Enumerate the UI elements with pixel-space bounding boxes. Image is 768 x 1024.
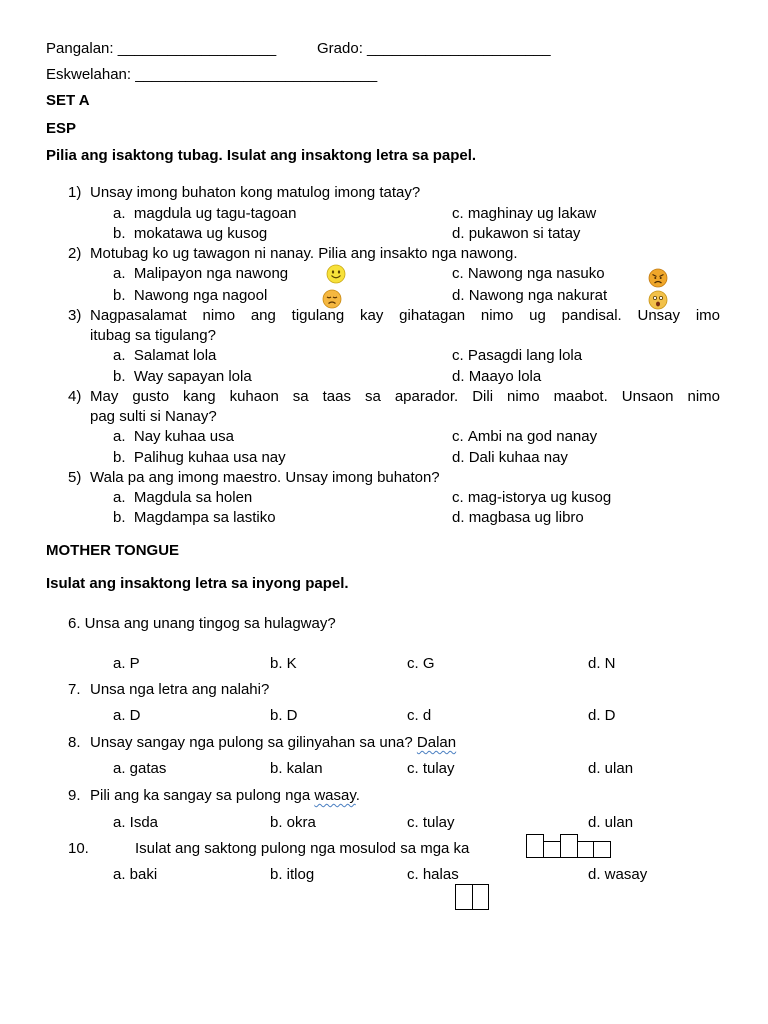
choice-d: d. ulan <box>588 814 634 831</box>
grade-field <box>317 40 551 58</box>
question-number: 1) <box>68 184 82 201</box>
mother-tongue-instruction: Isulat ang insaktong letra sa inyong papel. <box>46 575 349 592</box>
question-number: 5) <box>68 469 82 486</box>
choice-b: b. Nawong nga nagool <box>113 287 268 304</box>
choice-a: a. Salamat lola <box>113 347 217 364</box>
name-label: Pangalan: <box>46 40 114 57</box>
choice-d: d. magbasa ug libro <box>452 509 584 526</box>
choice-c: c. Ambi na god nanay <box>452 428 598 445</box>
angry-face-icon <box>648 268 668 288</box>
choice-c: c. tulay <box>407 814 455 831</box>
school-blank: _____________________________ <box>135 66 378 83</box>
question-text: Isulat ang saktong pulong nga mosulod sa mga ka <box>135 840 470 857</box>
question-number: 10. <box>68 840 89 857</box>
mother-tongue-heading: MOTHER TONGUE <box>46 542 180 559</box>
choice-d: d. D <box>588 707 616 724</box>
choice-a: a. Isda <box>113 814 159 831</box>
key-word: Dalan <box>416 734 457 751</box>
question-text-continued: pag sulti si Nanay? <box>90 408 217 425</box>
choice-b: b. kalan <box>270 760 323 777</box>
choice-c: c. Nawong nga nasuko <box>452 265 605 282</box>
question-number: 9. <box>68 787 81 804</box>
choice-a: a. P <box>113 655 140 672</box>
question-text: 6. Unsa ang unang tingog sa hulagway? <box>68 615 336 632</box>
choice-a: a. gatas <box>113 760 167 777</box>
smiling-face-icon <box>326 264 346 284</box>
question-number: 3) <box>68 307 82 324</box>
sad-face-icon <box>322 289 342 309</box>
question-text: Nagpasalamat nimo ang tigulang kay gihatagan nimo ug pandisal. Unsay imo <box>90 307 720 324</box>
question-number: 4) <box>68 388 82 405</box>
question-number: 2) <box>68 245 82 262</box>
choice-c: c. Pasagdi lang lola <box>452 347 583 364</box>
esp-heading: ESP <box>46 120 77 137</box>
question-text: Unsay imong buhaton kong matulog imong tatay? <box>90 184 421 201</box>
grade-label: Grado: <box>317 40 363 57</box>
choice-c: c. tulay <box>407 760 455 777</box>
choice-b: b. mokatawa ug kusog <box>113 225 268 242</box>
choice-d: d. Nawong nga nakurat <box>452 287 608 304</box>
choice-a: a. baki <box>113 866 158 883</box>
choice-a: a. magdula ug tagu-tagoan <box>113 205 297 222</box>
choice-d: d. N <box>588 655 616 672</box>
choice-b: b. okra <box>270 814 316 831</box>
choice-a: a. D <box>113 707 141 724</box>
choice-c: c. mag-istorya ug kusog <box>452 489 612 506</box>
esp-instruction: Pilia ang isaktong tubag. Isulat ang insaktong letra sa papel. <box>46 147 477 164</box>
choice-a: a. Magdula sa holen <box>113 489 253 506</box>
choice-d: d. pukawon si tatay <box>452 225 581 242</box>
question-text: Unsa nga letra ang nalahi? <box>90 681 270 698</box>
question-text: Wala pa ang imong maestro. Unsay imong buhaton? <box>90 469 440 486</box>
set-title: SET A <box>46 92 90 109</box>
choice-a: a. Nay kuhaa usa <box>113 428 234 445</box>
choice-b: b. Magdampa sa lastiko <box>113 509 276 526</box>
question-text: Motubag ko ug tawagon ni nanay. Pilia ang insakto nga nawong. <box>90 245 518 262</box>
choice-d: d. wasay <box>588 866 648 883</box>
key-word: wasay <box>314 787 356 804</box>
question-number: 8. <box>68 734 81 751</box>
name-blank: ___________________ <box>117 40 277 57</box>
name-field <box>46 40 276 58</box>
question-text: Pili ang ka sangay sa pulong nga wasay. <box>90 787 360 804</box>
choice-b: b. D <box>270 707 298 724</box>
question-text-continued: itubag sa tigulang? <box>90 327 216 344</box>
choice-c: c. d <box>407 707 432 724</box>
school-field <box>46 66 377 84</box>
choice-b: b. itlog <box>270 866 315 883</box>
question-number: 7. <box>68 681 81 698</box>
school-label: Eskwelahan: <box>46 66 132 83</box>
question-text: May gusto kang kuhaon sa taas sa aparador. Dili nimo maabot. Unsaon nimo <box>90 388 720 405</box>
choice-a: a. Malipayon nga nawong <box>113 265 289 282</box>
grade-blank: ______________________ <box>367 40 551 57</box>
choice-c: c. halas <box>407 866 459 883</box>
choice-b: b. Palihug kuhaa usa nay <box>113 449 286 466</box>
choice-b: b. Way sapayan lola <box>113 368 252 385</box>
choice-c: c. G <box>407 655 435 672</box>
choice-c: c. maghinay ug lakaw <box>452 205 597 222</box>
choice-d: d. Dali kuhaa nay <box>452 449 568 466</box>
choice-b: b. K <box>270 655 297 672</box>
choice-d: d. Maayo lola <box>452 368 542 385</box>
question-text: Unsay sangay nga pulong sa gilinyahan sa una? Dalan <box>90 734 457 751</box>
choice-d: d. ulan <box>588 760 634 777</box>
